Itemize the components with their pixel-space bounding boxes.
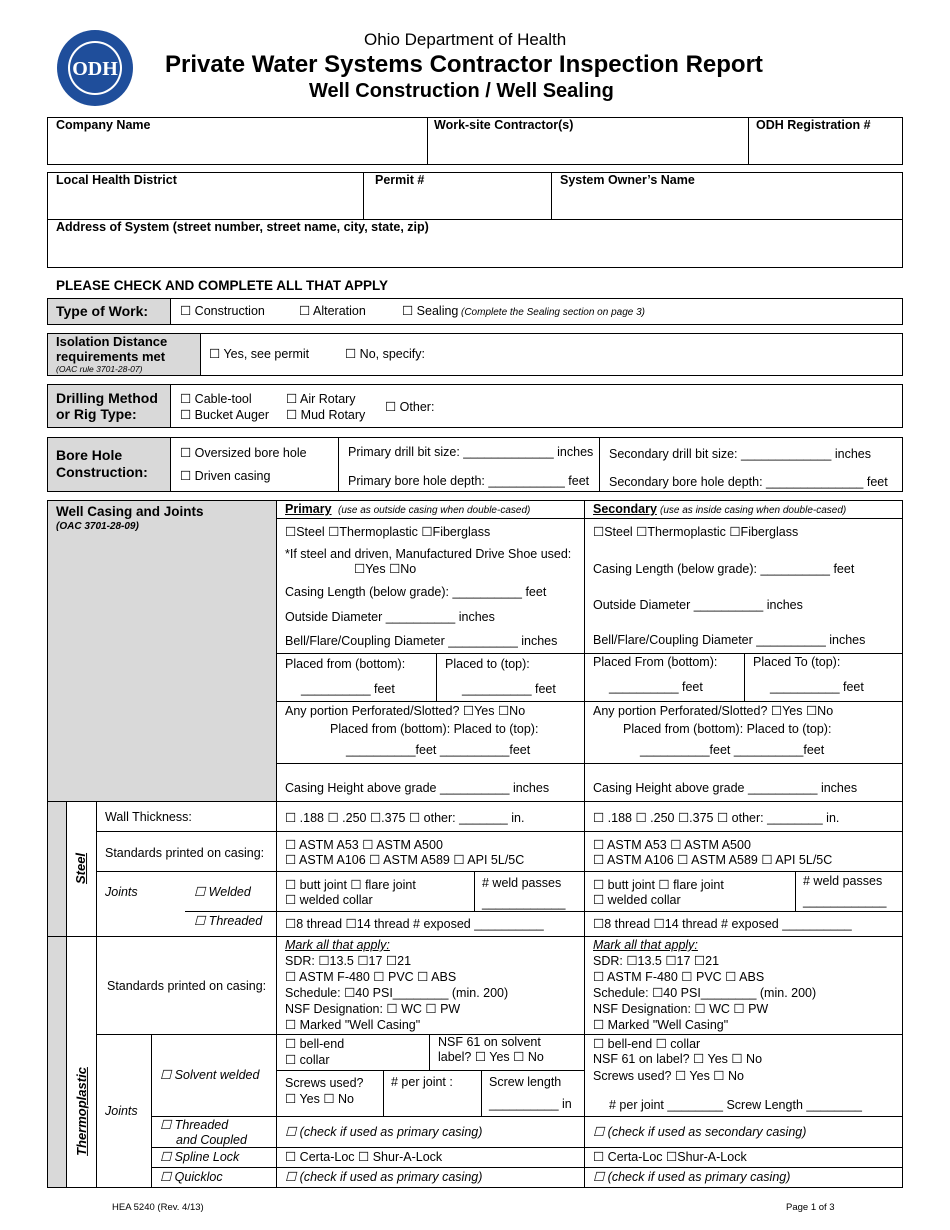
drilling-label-2: or Rig Type:	[56, 406, 137, 422]
drilling-label-1: Drilling Method	[56, 390, 158, 406]
primary-screw-length-label: Screw length	[489, 1075, 562, 1089]
primary-column-note: (use as outside casing when double-cased)	[338, 505, 531, 516]
secondary-perforated-placed-labels: Placed from (bottom): Placed to (top):	[623, 722, 832, 736]
thermo-joints-label: Joints	[105, 1104, 138, 1118]
casing-rule: (OAC 3701-28-09)	[56, 521, 139, 532]
secondary-bell-flare-field[interactable]: Bell/Flare/Coupling Diameter __________ inches	[593, 633, 866, 647]
thermoplastic-section-label: Thermoplastic	[73, 1066, 89, 1156]
air-rotary-checkbox[interactable]: ☐ Air Rotary	[286, 392, 356, 406]
secondary-per-joint-screw-length[interactable]: # per joint ________ Screw Length ________	[609, 1098, 862, 1112]
secondary-weld-passes-field[interactable]: ____________	[803, 894, 887, 908]
primary-collar-checkbox[interactable]: ☐ collar	[285, 1053, 330, 1067]
driven-casing-checkbox[interactable]: ☐ Driven casing	[180, 469, 271, 483]
primary-weld-passes-label: # weld passes	[482, 876, 562, 890]
mud-rotary-checkbox[interactable]: ☐ Mud Rotary	[286, 408, 366, 422]
secondary-mark-all-label: Mark all that apply:	[593, 938, 698, 952]
threaded-coupled-label-2: and Coupled	[176, 1133, 247, 1147]
primary-nsf61-yes-no[interactable]: label? ☐ Yes ☐ No	[438, 1050, 544, 1064]
primary-astm-row-2[interactable]: ☐ ASTM A106 ☐ ASTM A589 ☐ API 5L/5C	[285, 853, 525, 867]
form-number: HEA 5240 (Rev. 4/13)	[112, 1202, 204, 1213]
isolation-rule: (OAC rule 3701-28-07)	[56, 364, 143, 374]
bore-hole-label-2: Construction:	[56, 464, 148, 480]
drive-shoe-question: *If steel and driven, Manufactured Drive Shoe used:	[285, 547, 572, 561]
secondary-perforated-question[interactable]: Any portion Perforated/Slotted? ☐Yes ☐No	[593, 704, 834, 718]
secondary-bell-collar-checkboxes[interactable]: ☐ bell-end ☐ collar	[593, 1037, 701, 1051]
sealing-checkbox[interactable]: ☐ Sealing	[402, 304, 459, 318]
secondary-casing-length-field[interactable]: Casing Length (below grade): __________ feet	[593, 562, 855, 576]
steel-joints-label: Joints	[105, 885, 138, 899]
primary-column-heading: Primary	[285, 502, 332, 516]
secondary-column-heading: Secondary	[593, 502, 657, 516]
primary-thread-options[interactable]: ☐8 thread ☐14 thread # exposed __________	[285, 917, 544, 931]
svg-text:ODH: ODH	[72, 58, 118, 80]
isolation-distance-row	[47, 333, 903, 376]
isolation-label-1: Isolation Distance	[56, 334, 168, 349]
secondary-placed-from-label: Placed From (bottom):	[593, 655, 718, 669]
instruction-heading: PLEASE CHECK AND COMPLETE ALL THAT APPLY	[56, 278, 389, 293]
primary-placed-to-label: Placed to (top):	[445, 657, 530, 671]
primary-nsf61-question: NSF 61 on solvent	[438, 1035, 541, 1049]
secondary-wall-thickness-options[interactable]: ☐ .188 ☐ .250 ☐.375 ☐ other: ________ in.	[593, 811, 840, 825]
primary-sdr-options[interactable]: SDR: ☐13.5 ☐17 ☐21	[285, 954, 412, 968]
secondary-weld-passes-label: # weld passes	[803, 874, 883, 888]
primary-screws-yes-no[interactable]: ☐ Yes ☐ No	[285, 1092, 354, 1106]
secondary-screws-question[interactable]: Screws used? ☐ Yes ☐ No	[593, 1069, 744, 1083]
worksite-contractor-field[interactable]: Work-site Contractor(s)	[434, 118, 574, 132]
primary-marked-well-casing[interactable]: ☐ Marked "Well Casing"	[285, 1018, 421, 1032]
odh-registration-field[interactable]: ODH Registration #	[756, 118, 871, 132]
secondary-perforated-feet-fields[interactable]: __________feet __________feet	[640, 743, 825, 757]
wall-thickness-label: Wall Thickness:	[105, 810, 192, 824]
primary-screw-length-field[interactable]: __________ in	[489, 1097, 572, 1111]
secondary-outside-diameter-field[interactable]: Outside Diameter __________ inches	[593, 598, 803, 612]
secondary-placed-to-label: Placed To (top):	[753, 655, 841, 669]
primary-spline-options[interactable]: ☐ Certa-Loc ☐ Shur-A-Lock	[285, 1150, 443, 1164]
threaded-secondary-checkbox[interactable]: ☐ (check if used as secondary casing)	[593, 1125, 807, 1139]
primary-casing-height-field[interactable]: Casing Height above grade __________ inches	[285, 781, 550, 795]
secondary-nsf-designation[interactable]: NSF Designation: ☐ WC ☐ PW	[593, 1002, 769, 1016]
secondary-casing-height-field[interactable]: Casing Height above grade __________ inches	[593, 781, 858, 795]
threaded-primary-checkbox[interactable]: ☐ (check if used as primary casing)	[285, 1125, 483, 1139]
drilling-method-row	[47, 384, 903, 428]
secondary-thread-options[interactable]: ☐8 thread ☐14 thread # exposed __________	[593, 917, 852, 931]
primary-butt-flare-joint[interactable]: ☐ butt joint ☐ flare joint	[285, 878, 416, 892]
isolation-yes-checkbox[interactable]: ☐ Yes, see permit	[209, 347, 310, 361]
secondary-bore-depth-field[interactable]: Secondary bore hole depth: ______________ feet	[609, 475, 888, 489]
threaded-checkbox[interactable]: ☐ Threaded	[194, 914, 263, 928]
secondary-sdr-options[interactable]: SDR: ☐13.5 ☐17 ☐21	[593, 954, 720, 968]
quickloc-primary-checkbox[interactable]: ☐ (check if used as primary casing)	[285, 1170, 483, 1184]
primary-perforated-placed-labels: Placed from (bottom): Placed to (top):	[330, 722, 539, 736]
system-owner-field[interactable]: System Owner’s Name	[560, 173, 695, 187]
secondary-astm-row-2[interactable]: ☐ ASTM A106 ☐ ASTM A589 ☐ API 5L/5C	[593, 853, 833, 867]
secondary-bit-size-field[interactable]: Secondary drill bit size: _____________ inches	[609, 447, 871, 461]
steel-section-label: Steel	[73, 852, 89, 885]
local-health-district-field[interactable]: Local Health District	[56, 173, 177, 187]
secondary-welded-collar[interactable]: ☐ welded collar	[593, 893, 681, 907]
primary-per-joint-field[interactable]: # per joint :	[391, 1075, 453, 1089]
primary-astm-f480-options[interactable]: ☐ ASTM F-480 ☐ PVC ☐ ABS	[285, 970, 457, 984]
primary-material-checkboxes[interactable]: ☐Steel ☐Thermoplastic ☐Fiberglass	[285, 525, 491, 539]
other-method-checkbox[interactable]: ☐ Other:	[385, 400, 435, 414]
address-field[interactable]: Address of System (street number, street name, city, state, zip)	[56, 220, 429, 234]
primary-bell-flare-field[interactable]: Bell/Flare/Coupling Diameter __________ inches	[285, 634, 558, 648]
bore-hole-label-1: Bore Hole	[56, 447, 123, 463]
construction-checkbox[interactable]: ☐ Construction	[180, 304, 265, 318]
quickloc-checkbox[interactable]: ☐ Quickloc	[160, 1170, 223, 1184]
page-subtitle: Well Construction / Well Sealing	[309, 80, 614, 102]
primary-astm-row-1[interactable]: ☐ ASTM A53 ☐ ASTM A500	[285, 838, 443, 852]
primary-perforated-question[interactable]: Any portion Perforated/Slotted? ☐Yes ☐No	[285, 704, 526, 718]
isolation-label-2: requirements met	[56, 349, 166, 364]
secondary-astm-f480-options[interactable]: ☐ ASTM F-480 ☐ PVC ☐ ABS	[593, 970, 765, 984]
cable-tool-checkbox[interactable]: ☐ Cable-tool	[180, 392, 252, 406]
welded-checkbox[interactable]: ☐ Welded	[194, 885, 251, 899]
alteration-checkbox[interactable]: ☐ Alteration	[299, 304, 366, 318]
primary-bore-depth-field[interactable]: Primary bore hole depth: ___________ feet	[348, 474, 590, 488]
primary-outside-diameter-field[interactable]: Outside Diameter __________ inches	[285, 610, 495, 624]
secondary-butt-flare-joint[interactable]: ☐ butt joint ☐ flare joint	[593, 878, 724, 892]
secondary-placed-to-field[interactable]: __________ feet	[770, 680, 864, 694]
casing-label: Well Casing and Joints	[56, 504, 204, 519]
secondary-nsf61-question[interactable]: NSF 61 on label? ☐ Yes ☐ No	[593, 1052, 763, 1066]
secondary-spline-options[interactable]: ☐ Certa-Loc ☐Shur-A-Lock	[593, 1150, 747, 1164]
secondary-marked-well-casing[interactable]: ☐ Marked "Well Casing"	[593, 1018, 729, 1032]
isolation-no-checkbox[interactable]: ☐ No, specify:	[345, 347, 425, 361]
secondary-schedule-psi[interactable]: Schedule: ☐40 PSI________ (min. 200)	[593, 986, 817, 1000]
threaded-coupled-checkbox[interactable]: ☐ Threaded	[160, 1118, 229, 1132]
quickloc-secondary-checkbox[interactable]: ☐ (check if used as primary casing)	[593, 1170, 791, 1184]
odh-seal-logo	[55, 28, 135, 108]
primary-nsf-designation[interactable]: NSF Designation: ☐ WC ☐ PW	[285, 1002, 461, 1016]
primary-casing-length-field[interactable]: Casing Length (below grade): __________ feet	[285, 585, 547, 599]
secondary-column-note: (use as inside casing when double-cased)	[660, 505, 847, 516]
page-number: Page 1 of 3	[786, 1202, 835, 1213]
thermo-standards-label: Standards printed on casing:	[107, 979, 267, 993]
page-title: Private Water Systems Contractor Inspection Report	[165, 51, 763, 78]
primary-wall-thickness-options[interactable]: ☐ .188 ☐ .250 ☐.375 ☐ other: _______ in.	[285, 811, 525, 825]
primary-welded-collar[interactable]: ☐ welded collar	[285, 893, 373, 907]
secondary-material-checkboxes[interactable]: ☐Steel ☐Thermoplastic ☐Fiberglass	[593, 525, 799, 539]
primary-placed-to-field[interactable]: __________ feet	[462, 682, 556, 696]
primary-placed-from-field[interactable]: __________ feet	[301, 682, 395, 696]
bucket-auger-checkbox[interactable]: ☐ Bucket Auger	[180, 408, 270, 422]
permit-field[interactable]: Permit #	[375, 173, 425, 187]
sealing-note: (Complete the Sealing section on page 3)	[461, 307, 646, 318]
oversized-bore-checkbox[interactable]: ☐ Oversized bore hole	[180, 446, 307, 460]
solvent-welded-checkbox[interactable]: ☐ Solvent welded	[160, 1068, 260, 1082]
primary-screws-question: Screws used?	[285, 1076, 364, 1090]
type-of-work-label: Type of Work:	[56, 303, 149, 319]
secondary-placed-from-field[interactable]: __________ feet	[609, 680, 703, 694]
company-name-field[interactable]: Company Name	[56, 118, 151, 132]
primary-perforated-feet-fields[interactable]: __________feet __________feet	[346, 743, 531, 757]
primary-mark-all-label: Mark all that apply:	[285, 938, 390, 952]
primary-schedule-psi[interactable]: Schedule: ☐40 PSI________ (min. 200)	[285, 986, 509, 1000]
department-name: Ohio Department of Health	[364, 30, 567, 49]
primary-bit-size-field[interactable]: Primary drill bit size: _____________ inches	[348, 445, 594, 459]
secondary-astm-row-1[interactable]: ☐ ASTM A53 ☐ ASTM A500	[593, 838, 751, 852]
primary-bell-end-checkbox[interactable]: ☐ bell-end	[285, 1037, 345, 1051]
primary-placed-from-label: Placed from (bottom):	[285, 657, 406, 671]
steel-standards-label: Standards printed on casing:	[105, 846, 265, 860]
primary-weld-passes-field[interactable]: ____________	[482, 896, 566, 910]
drive-shoe-yes-no[interactable]: ☐Yes ☐No	[354, 562, 417, 576]
spline-lock-checkbox[interactable]: ☐ Spline Lock	[160, 1150, 240, 1164]
